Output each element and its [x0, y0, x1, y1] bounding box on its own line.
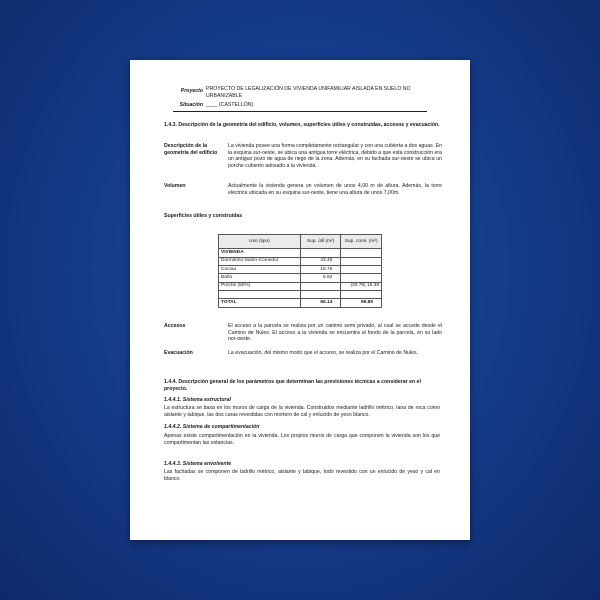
col-header-cons: Sup. cons. (m²) — [341, 235, 382, 249]
table-row — [219, 282, 382, 290]
table-cell-cons: (30.79) 15.39 — [341, 282, 382, 290]
project-value: PROYECTO DE LEGALIZACIÓN DE VIVIENDA UNIFAMILIAR AISLADA EN SUELO NO URBANIZABLE — [206, 86, 411, 99]
structural-system-title: 1.4.4.1. Sistema estructural — [164, 397, 231, 403]
table-cell-cons — [341, 257, 382, 265]
evacuation-text: La evacuación, del mismo modo que el acceso, se realiza por el Camino de Nules. — [228, 350, 419, 356]
envelope-system-text: Las fachadas se componen de ladrillo métrico, aislante y tabique, todo revestido con un enlucido de yeso y cal en blanco. — [164, 469, 440, 482]
surfaces-table — [218, 234, 382, 308]
table-cell — [300, 249, 341, 257]
table-cell-cons — [341, 265, 382, 273]
table-cell-util: 43.46 — [300, 257, 341, 265]
col-header-uso: Uso (tipo) — [219, 235, 301, 249]
table-cell-util: 15.76 — [300, 265, 341, 273]
table-group-row — [219, 249, 382, 257]
document-page — [130, 60, 470, 540]
table-cell-uso: Dormitorio-Salón-Comedor — [219, 257, 301, 265]
access-text: El acceso a la parcela se realiza por un camino semi privado, al cual se accede desde el Camino de Nules. El acceso a la vivienda se encuentra al fondo de la parcela, en su lado nor-oeste. — [228, 323, 442, 343]
table-cell — [219, 291, 301, 299]
table-cell-util — [300, 282, 341, 290]
surfaces-title: Superficies útiles y construidas — [164, 213, 243, 219]
evacuation-label: Evacuación — [164, 350, 193, 356]
table-cell-uso: Baño — [219, 274, 301, 282]
table-spacer-row — [219, 291, 382, 299]
envelope-system-title: 1.4.4.3. Sistema envolvente — [164, 461, 232, 467]
table-row — [219, 274, 382, 282]
geometry-label: Descripción de la geometría del edificio — [164, 143, 218, 156]
total-util: 65.14 — [300, 299, 341, 308]
compartment-system-text: Apenas existe compartimentación en la vivienda. Los propios muros de carga que componen la vivienda son los que compartimentan las estancias. — [164, 433, 440, 446]
section-143-title: 1.4.3. Descripción de la geometría del edificio, volumen, superficies útiles y construidas, accesos y evacuación. — [164, 122, 440, 128]
section-144-title: 1.4.4. Descripción general de los parámetros que determinan las previsiones técnicas a considerar en el proyecto. — [164, 379, 421, 392]
location-value: ____ (CASTELLÓN) — [206, 102, 254, 108]
table-row — [219, 265, 382, 273]
location-label: Situación — [179, 102, 203, 108]
table-cell — [341, 249, 382, 257]
table-cell — [341, 291, 382, 299]
col-header-util: Sup. útil (m²) — [300, 235, 341, 249]
geometry-text: La vivienda posee una forma completamente rectangular y con una cubierta a dos aguas. En la esquina sur-oeste, se ubica una antigua torre eléctrica, debido a que esta construcción era un antiguo pozo de agua de riego de la zona. Además, en su fachada sur-oeste se ubica un porche cubierto adosado a la vivienda. — [228, 143, 442, 169]
table-cell-util: 5.92 — [300, 274, 341, 282]
project-label: Proyecto — [180, 88, 203, 94]
total-cons: 99.85 — [341, 299, 382, 308]
table-cell-uso: Porche (50%) — [219, 282, 301, 290]
table-cell-cons — [341, 274, 382, 282]
header-divider — [173, 111, 427, 112]
table-cell-uso: Cocina — [219, 265, 301, 273]
volume-label: Volumen — [164, 183, 186, 189]
group-label: VIVIENDA — [219, 249, 301, 257]
table-total-row — [219, 299, 382, 308]
table-row — [219, 257, 382, 265]
access-label: Accesos — [164, 323, 186, 329]
table-cell — [300, 291, 341, 299]
structural-system-text: La estructura se basa en los muros de carga de la vivienda. Construidos mediante ladrillo métrico, lana de roca como aislante y tabique, las dos caras revestidas con mortero de cal y enlucido de yeso blanco. — [164, 405, 440, 418]
compartment-system-title: 1.4.4.2. Sistema de compartimentación — [164, 424, 260, 430]
volume-text: Actualmente la vivienda genera un volumen de unos 4,00 m de altura. Además, la torre eléctrica ubicada en su esquina sur-oeste, tiene una altura de unos 7,00m. — [228, 183, 442, 196]
total-label: TOTAL — [219, 299, 301, 308]
table-header-row — [219, 235, 382, 249]
